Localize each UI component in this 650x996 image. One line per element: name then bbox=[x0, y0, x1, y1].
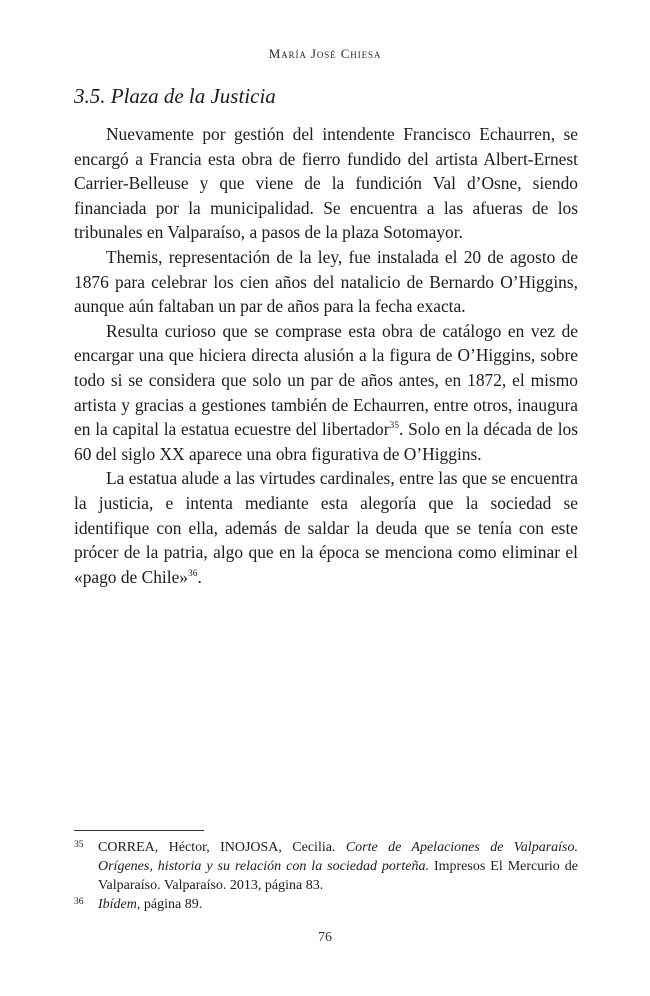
paragraph-1: Nuevamente por gestión del intendente Francisco Echaurren, se encargó a Francia esta obra de fierro fundido del artista Albert-Ernest Carrier-Belleuse y que viene de la fundición Val d’Osne, siendo financiada por la municipalidad. Se encuentra a las afueras de los tribunales en Valparaíso, a pasos de la plaza Sotomayor. bbox=[74, 124, 578, 243]
paragraph-3-text-b: . Solo en la década de los 60 del siglo XX aparece una obra figurativa de O’Higgins. bbox=[74, 419, 578, 464]
paragraph-4 bbox=[74, 466, 578, 589]
footnote-text bbox=[98, 838, 578, 895]
footnote-publisher: Impresos El Mercurio de Valparaíso. Valparaíso. 2013, página 83. bbox=[98, 859, 578, 893]
footnote-divider bbox=[74, 830, 204, 831]
paragraph-4-text-b: . bbox=[197, 566, 202, 587]
footnote-page: , página 89. bbox=[136, 897, 203, 912]
footnote-ref-35[interactable]: 35 bbox=[389, 421, 400, 432]
page-number: 76 bbox=[318, 930, 332, 945]
footnote-authors: CORREA, Héctor, INOJOSA, Cecilia. bbox=[98, 840, 346, 855]
footnote-ref-36[interactable]: 36 bbox=[187, 568, 198, 579]
section-title: 3.5. Plaza de la Justicia bbox=[74, 84, 276, 108]
paragraph-2: Themis, representación de la ley, fue instalada el 20 de agosto de 1876 para celebrar los cien años del natalicio de Bernardo O’Higgins, aunque aún faltaban un par de años para la fecha exacta. bbox=[74, 246, 578, 317]
footnotes bbox=[74, 838, 578, 914]
footnote-number: 36 bbox=[74, 897, 84, 907]
paragraph-3-text-a: Resulta curioso que se comprase esta obra de catálogo en vez de encargar una que hiciera directa alusión a la figura de O’Higgins, sobre todo si se considera que solo un par de años antes, en 1872, el mismo artista y gracias a gestiones también de Echaurren, entre otros, inaugura en la capital la estatua ecuestre del libertador bbox=[74, 320, 578, 440]
footnote-title: Corte de Apelaciones de Valparaíso. Orígenes, historia y su relación con la sociedad porteña. bbox=[98, 840, 578, 874]
running-head bbox=[0, 46, 650, 62]
footnote-ibidem: Ibídem bbox=[98, 897, 137, 912]
footnote-number: 35 bbox=[74, 840, 84, 850]
body-text bbox=[74, 122, 578, 589]
paragraph-4-text-a: La estatua alude a las virtudes cardinales, entre las que se encuentra la justicia, e intenta mediante esta alegoría que la sociedad se identifique con ella, además de saldar la deuda que se tenía con este prócer de la patria, algo que en la época se menciona como eliminar el «pago de Chile» bbox=[74, 468, 578, 587]
footnote-35 bbox=[74, 838, 578, 895]
author-name: María José Chiesa bbox=[268, 46, 382, 61]
paragraph-3 bbox=[74, 319, 578, 467]
footnote-36 bbox=[74, 895, 578, 914]
footnote-text bbox=[98, 895, 578, 914]
